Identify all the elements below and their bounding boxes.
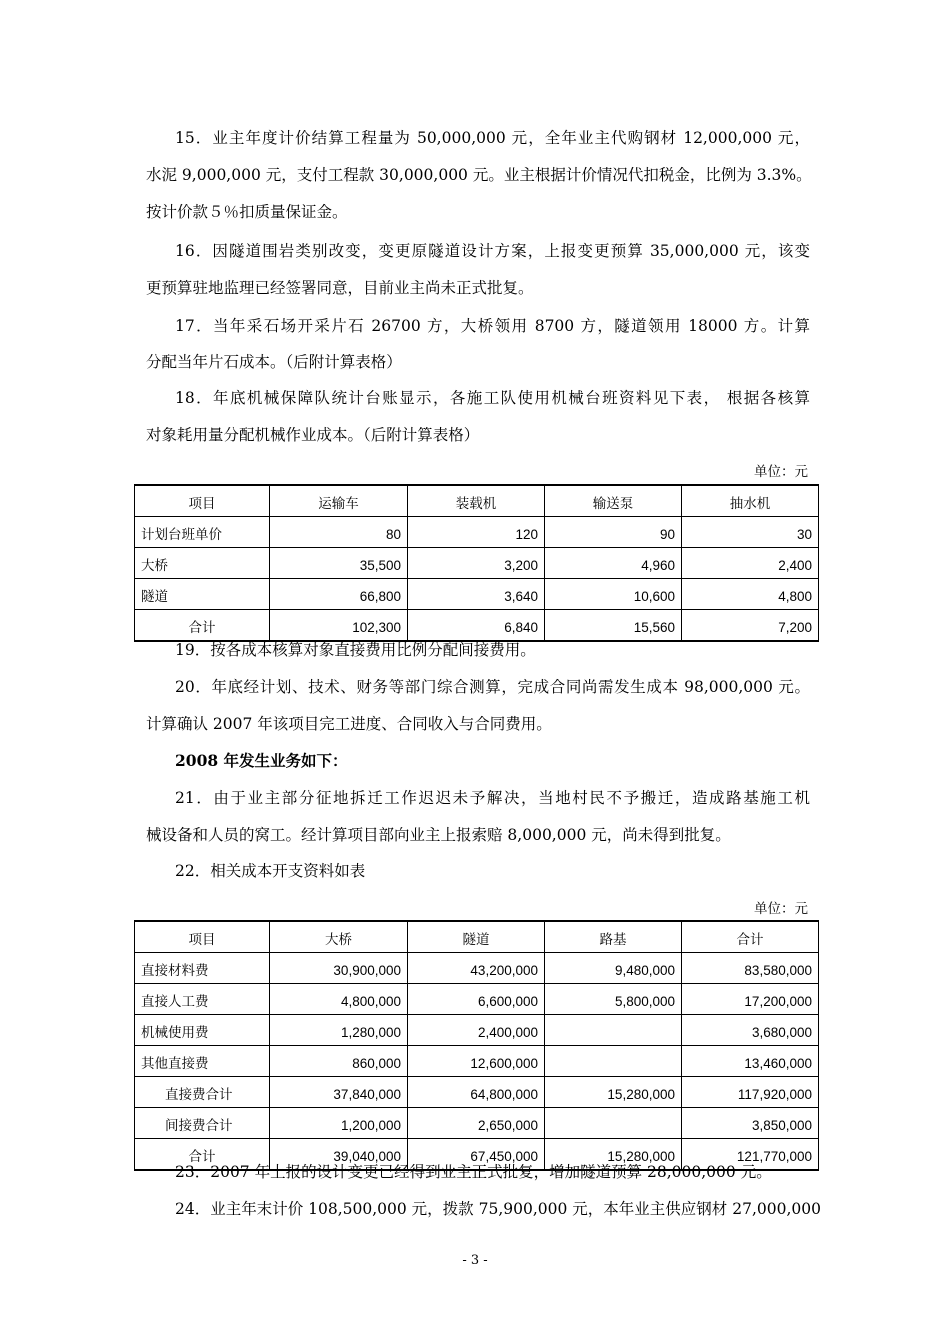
table-row (135, 1046, 819, 1077)
table-row (135, 984, 819, 1015)
table2-header: 合计 (682, 921, 819, 953)
table-cell: 1,280,000 (270, 1015, 408, 1046)
paragraph-20-line-1: 20．年底经计划、技术、财务等部门综合测算，完成合同尚需发生成本 98,000,000 元。 (175, 678, 810, 696)
table-cell: 5,800,000 (545, 984, 682, 1015)
table-cell: 102,300 (270, 610, 408, 642)
table2-header: 项目 (135, 921, 270, 953)
paragraph-18-line-1: 18．年底机械保障队统计台账显示，各施工队使用机械台班资料见下表， 根据各核算 (175, 389, 810, 407)
cost-table (134, 920, 819, 1171)
table2-unit-label: 单位：元 (754, 901, 808, 917)
table-row (135, 579, 819, 610)
table-cell: 30,900,000 (270, 953, 408, 984)
row-label: 机械使用费 (135, 1015, 270, 1046)
table1-unit-label: 单位：元 (754, 464, 808, 480)
table1-header: 项目 (135, 485, 270, 517)
table-cell (545, 1046, 682, 1077)
paragraph-17-line-1: 17．当年采石场开采片石 26700 方，大桥领用 8700 方，隧道领用 18000 方。计算 (175, 317, 810, 335)
table-cell: 6,840 (408, 610, 545, 642)
row-label: 隧道 (135, 579, 270, 610)
table-cell: 2,400,000 (408, 1015, 545, 1046)
row-label: 直接费合计 (135, 1077, 270, 1108)
table-cell: 7,200 (682, 610, 819, 642)
table-cell: 117,920,000 (682, 1077, 819, 1108)
table-cell: 6,600,000 (408, 984, 545, 1015)
paragraph-16-line-2: 更预算驻地监理已经签署同意，目前业主尚未正式批复。 (146, 279, 534, 297)
section-heading-2008: 2008 年发生业务如下： (175, 751, 348, 770)
paragraph-23: 23．2007 年上报的设计变更已经得到业主正式批复，增加隧道预算 28,000,000 元。 (175, 1163, 772, 1181)
table2-header: 隧道 (408, 921, 545, 953)
paragraph-22: 22．相关成本开支资料如表 (175, 862, 366, 880)
table1-header: 抽水机 (682, 485, 819, 517)
table-cell: 3,850,000 (682, 1108, 819, 1139)
table-cell: 15,280,000 (545, 1139, 682, 1171)
table-cell: 3,200 (408, 548, 545, 579)
table-cell: 2,400 (682, 548, 819, 579)
table-cell: 43,200,000 (408, 953, 545, 984)
row-label: 直接材料费 (135, 953, 270, 984)
table-cell: 30 (682, 517, 819, 548)
table-cell: 120 (408, 517, 545, 548)
table2-header: 大桥 (270, 921, 408, 953)
table-cell: 15,560 (545, 610, 682, 642)
table-cell: 10,600 (545, 579, 682, 610)
table-cell: 83,580,000 (682, 953, 819, 984)
row-label: 其他直接费 (135, 1046, 270, 1077)
table-cell (545, 1108, 682, 1139)
table-cell: 4,800,000 (270, 984, 408, 1015)
table-cell: 80 (270, 517, 408, 548)
paragraph-20-line-2: 计算确认 2007 年该项目完工进度、合同收入与合同费用。 (146, 715, 552, 733)
table-row (135, 1015, 819, 1046)
row-label: 大桥 (135, 548, 270, 579)
table-cell: 121,770,000 (682, 1139, 819, 1171)
paragraph-21-line-1: 21．由于业主部分征地拆迁工作迟迟未予解决，当地村民不予搬迁，造成路基施工机 (175, 789, 810, 807)
table-cell: 35,500 (270, 548, 408, 579)
table-row-total (135, 610, 819, 642)
table-cell: 15,280,000 (545, 1077, 682, 1108)
table-cell: 4,800 (682, 579, 819, 610)
paragraph-18-line-2: 对象耗用量分配机械作业成本。（后附计算表格） (146, 426, 480, 444)
table-cell: 12,600,000 (408, 1046, 545, 1077)
table-cell: 13,460,000 (682, 1046, 819, 1077)
table-cell: 67,450,000 (408, 1139, 545, 1171)
row-label: 合计 (135, 1139, 270, 1171)
table-cell: 39,040,000 (270, 1139, 408, 1171)
table2-header-row (135, 921, 819, 953)
paragraph-17-line-2: 分配当年片石成本。（后附计算表格） (146, 353, 402, 371)
paragraph-15-line-1: 15．业主年度计价结算工程量为 50,000,000 元，全年业主代购钢材 12,000,000 元， (175, 129, 810, 147)
page-number: - 3 - (462, 1253, 488, 1268)
table-cell: 17,200,000 (682, 984, 819, 1015)
row-label: 间接费合计 (135, 1108, 270, 1139)
table-cell: 4,960 (545, 548, 682, 579)
table-cell: 37,840,000 (270, 1077, 408, 1108)
table-row (135, 548, 819, 579)
table-cell: 860,000 (270, 1046, 408, 1077)
paragraph-19: 19．按各成本核算对象直接费用比例分配间接费用。 (175, 641, 536, 659)
table-cell (545, 1015, 682, 1046)
row-label: 直接人工费 (135, 984, 270, 1015)
machine-shift-table (134, 484, 819, 642)
table-cell: 3,640 (408, 579, 545, 610)
paragraph-16-line-1: 16．因隧道围岩类别改变，变更原隧道设计方案，上报变更预算 35,000,000 元，该变 (175, 242, 810, 260)
table-cell: 3,680,000 (682, 1015, 819, 1046)
table-row (135, 517, 819, 548)
table-cell: 64,800,000 (408, 1077, 545, 1108)
paragraph-15-line-3: 按计价款５％扣质量保证金。 (146, 203, 348, 221)
table1-header: 运输车 (270, 485, 408, 517)
table1-header: 装载机 (408, 485, 545, 517)
paragraph-24: 24．业主年末计价 108,500,000 元，拨款 75,900,000 元，本年业主供应钢材 27,000,000 (175, 1200, 821, 1218)
table-cell: 2,650,000 (408, 1108, 545, 1139)
table1-header: 输送泵 (545, 485, 682, 517)
table-row (135, 953, 819, 984)
table-cell: 66,800 (270, 579, 408, 610)
table-row (135, 1077, 819, 1108)
paragraph-15-line-2: 水泥 9,000,000 元，支付工程款 30,000,000 元。业主根据计价情况代扣税金，比例为 3.3%。 (146, 166, 812, 184)
table-cell: 9,480,000 (545, 953, 682, 984)
table1-header-row (135, 485, 819, 517)
paragraph-21-line-2: 械设备和人员的窝工。经计算项目部向业主上报索赔 8,000,000 元，尚未得到批复。 (146, 826, 731, 844)
table-row (135, 1108, 819, 1139)
row-label: 合计 (135, 610, 270, 642)
table-cell: 1,200,000 (270, 1108, 408, 1139)
table2-header: 路基 (545, 921, 682, 953)
table-cell: 90 (545, 517, 682, 548)
row-label: 计划台班单价 (135, 517, 270, 548)
